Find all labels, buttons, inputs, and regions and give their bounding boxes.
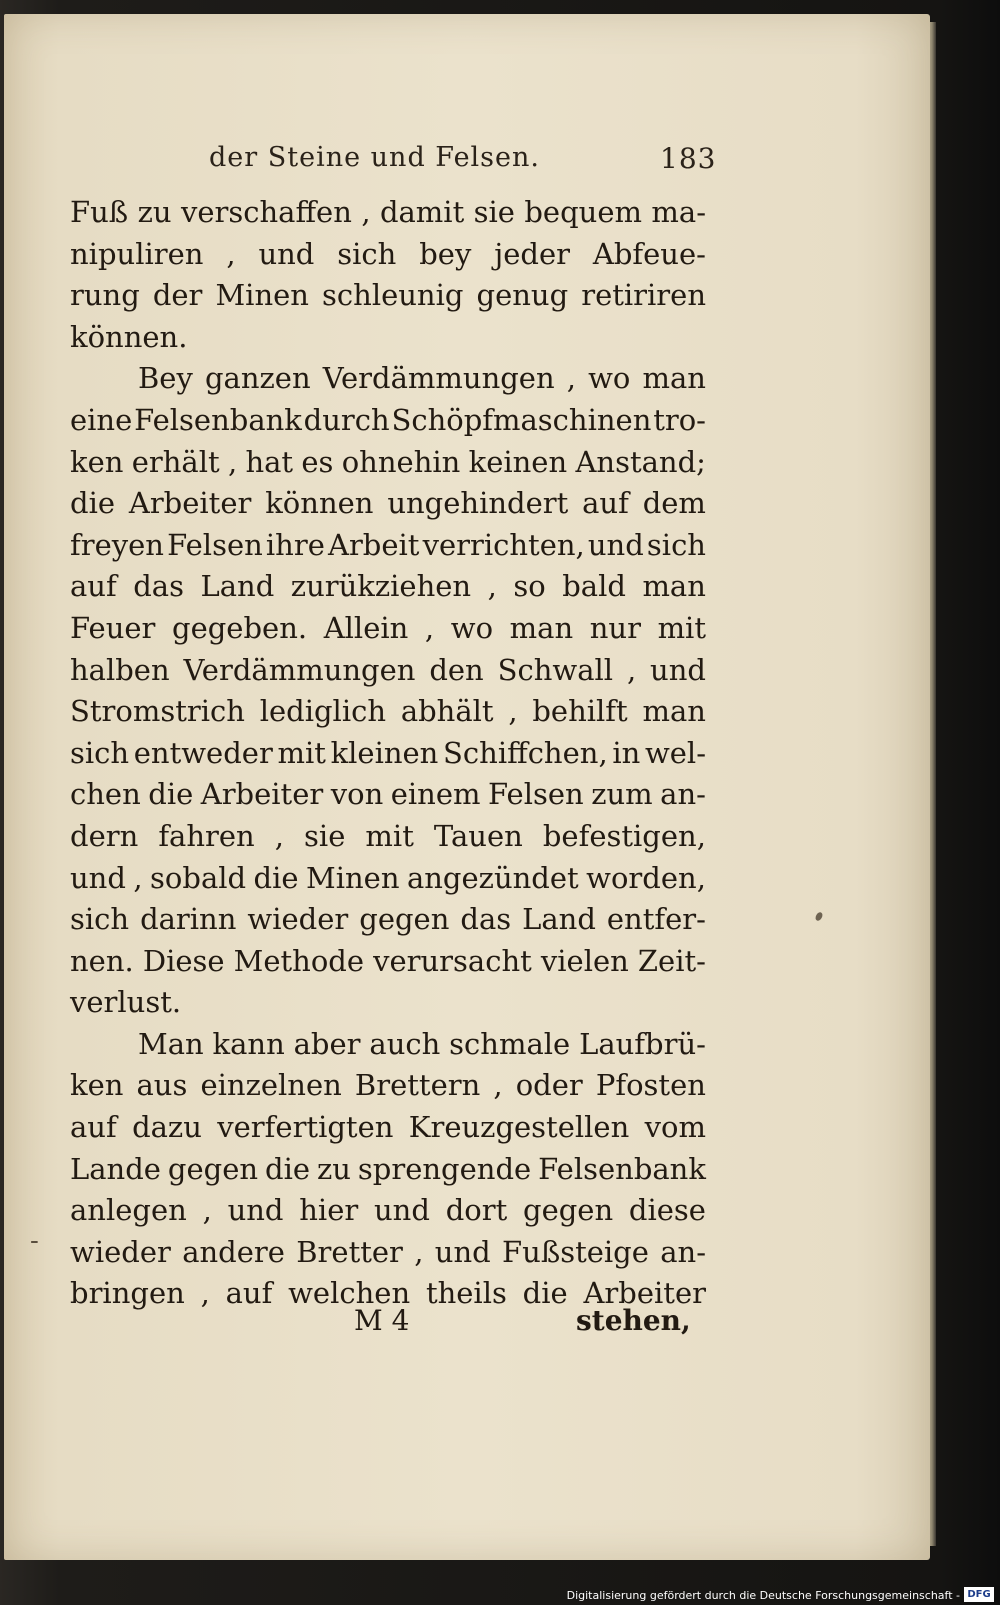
word: Land <box>522 902 596 937</box>
word: darinn <box>140 902 237 937</box>
word: auf <box>225 1276 273 1311</box>
word: ken <box>70 1068 124 1103</box>
word: Bey <box>138 361 193 396</box>
word: hier <box>299 1193 359 1228</box>
word: , <box>487 569 497 604</box>
word: wel- <box>644 735 706 770</box>
word: rung <box>70 278 140 313</box>
word: Diese <box>142 943 225 978</box>
word: halben <box>70 652 170 687</box>
word: es <box>301 444 334 479</box>
word: kleinen <box>330 735 439 770</box>
text-line <box>70 442 706 484</box>
word: ungehindert <box>387 486 569 521</box>
word: sich <box>70 735 130 770</box>
text-line <box>70 1065 706 1107</box>
word: dort <box>445 1193 508 1228</box>
word: man <box>642 361 706 396</box>
word: wo <box>450 610 494 645</box>
word: an- <box>660 777 706 812</box>
word: den <box>429 652 484 687</box>
word: jeder <box>494 236 570 271</box>
word: tro- <box>653 402 706 437</box>
catchword: stehen, <box>576 1304 691 1337</box>
word: sich <box>646 527 706 562</box>
word: verlust. <box>70 985 182 1020</box>
word: Schwall <box>497 652 614 687</box>
word: Arbeiter <box>583 1276 706 1311</box>
word: bald <box>562 569 626 604</box>
word: auf <box>582 486 629 521</box>
word: mit <box>657 610 706 645</box>
word: einzelnen <box>200 1068 342 1103</box>
word: keinen <box>468 444 568 479</box>
word: Arbeiter <box>128 486 252 521</box>
word: dern <box>70 818 139 853</box>
word: Zeit- <box>637 943 706 978</box>
word: in <box>612 735 641 770</box>
word: verschaffen <box>180 195 352 229</box>
word: auf <box>70 569 117 604</box>
word: und <box>227 1193 284 1228</box>
text-line <box>70 1149 706 1191</box>
word: vom <box>644 1110 706 1145</box>
word: Brettern <box>354 1068 481 1103</box>
word: Anstand; <box>575 444 706 479</box>
word: kann <box>212 1026 285 1061</box>
text-line <box>70 774 706 816</box>
word: das <box>460 902 512 937</box>
text-line <box>70 899 706 941</box>
book-page <box>4 14 930 1560</box>
word: freyen <box>70 527 164 562</box>
word: behilft <box>532 694 628 729</box>
word: Feuer <box>70 610 156 645</box>
word: gegen <box>167 1151 259 1186</box>
word: können. <box>70 319 188 354</box>
word: wieder <box>70 1234 171 1269</box>
word: schmale <box>449 1026 571 1061</box>
word: , <box>626 652 637 687</box>
text-line <box>70 816 706 858</box>
word: Minen <box>306 860 400 895</box>
word: mit <box>277 735 326 770</box>
word: man <box>642 569 706 604</box>
word: an- <box>660 1234 706 1269</box>
word: , <box>226 236 236 271</box>
word: , <box>493 1068 503 1103</box>
word: nipuliren <box>70 236 204 271</box>
paper-speck <box>814 911 824 922</box>
word: durch <box>303 402 390 437</box>
word: Fuß <box>70 195 129 229</box>
word: auf <box>70 1110 117 1145</box>
word: man <box>642 694 706 729</box>
word: gegeben. <box>172 610 308 645</box>
word: gegen <box>523 1193 614 1228</box>
word: ohnehin <box>341 444 461 479</box>
body-text <box>70 192 706 1315</box>
word: vielen <box>540 943 629 978</box>
word: , <box>508 694 518 729</box>
word: Arbeiter <box>200 777 324 812</box>
word: hat <box>245 444 294 479</box>
text-line <box>70 982 706 1024</box>
word: und <box>434 1234 491 1269</box>
word: chen <box>70 777 141 812</box>
word: welchen <box>288 1276 411 1311</box>
word: Land <box>200 569 275 604</box>
word: Tauen <box>433 818 523 853</box>
word: gegen <box>359 902 450 937</box>
word: sie <box>304 818 346 853</box>
word: verursacht <box>373 943 532 978</box>
text-line <box>70 650 706 692</box>
word: entfer- <box>606 902 706 937</box>
word: können <box>265 486 374 521</box>
word: , <box>200 1276 210 1311</box>
word: worden, <box>586 860 706 895</box>
word: Allein <box>323 610 409 645</box>
word: einem <box>390 777 481 812</box>
running-head: der Steine und Felsen. <box>209 142 540 173</box>
word: die <box>522 1276 568 1311</box>
word: die <box>253 860 299 895</box>
word: andere <box>182 1234 285 1269</box>
word: sich <box>337 236 397 271</box>
word: Schöpfmaschinen <box>391 402 652 437</box>
word: wieder <box>247 902 349 937</box>
word: Verdämmungen <box>322 361 555 396</box>
word: erhält <box>131 444 220 479</box>
word: eine <box>70 402 133 437</box>
text-line <box>70 317 706 359</box>
word: man <box>509 610 574 645</box>
word: Verdämmungen <box>183 652 416 687</box>
signature-mark: M 4 <box>354 1304 410 1337</box>
word: sobald <box>150 860 247 895</box>
word: ganzen <box>204 361 311 396</box>
word: Felsen <box>167 527 263 562</box>
text-line <box>70 400 706 442</box>
word: oder <box>515 1068 583 1103</box>
word: Felsenbank <box>134 402 302 437</box>
text-line <box>70 483 706 525</box>
word: aber <box>293 1026 361 1061</box>
word: aus <box>136 1068 188 1103</box>
word: Methode <box>233 943 365 978</box>
word: genug <box>476 278 569 313</box>
text-line <box>70 733 706 775</box>
word: ken <box>70 444 124 479</box>
page-number: 183 <box>660 142 717 175</box>
word: sprengende <box>357 1151 532 1186</box>
word: theils <box>425 1276 507 1311</box>
word: und <box>258 236 315 271</box>
text-line <box>70 1190 706 1232</box>
word: verrichten, <box>422 527 585 562</box>
word: angezündet <box>406 860 579 895</box>
text-line <box>70 1024 706 1066</box>
text-line <box>70 234 706 276</box>
word: nen. <box>70 943 134 978</box>
word: und <box>650 652 706 687</box>
word: dazu <box>132 1110 202 1145</box>
word: , <box>414 1234 424 1269</box>
word: Bretter <box>296 1234 403 1269</box>
word: zu <box>137 195 172 229</box>
word: zum <box>591 777 653 812</box>
word: , <box>566 361 576 396</box>
text-line <box>70 275 706 317</box>
word: und <box>374 1193 430 1228</box>
word: lediglich <box>259 694 387 729</box>
text-line <box>70 608 706 650</box>
word: Felsenbank <box>538 1151 706 1186</box>
word: , <box>202 1193 212 1228</box>
word: schleunig <box>322 278 464 313</box>
word: diese <box>628 1193 706 1228</box>
word: sie <box>473 195 515 229</box>
word: Man <box>138 1026 204 1061</box>
word: Minen <box>215 278 309 313</box>
word: fahren <box>158 818 255 853</box>
text-line <box>70 358 706 400</box>
word: Fußsteige <box>502 1234 649 1269</box>
word: bringen <box>70 1276 185 1311</box>
word: damit <box>379 195 465 229</box>
word: Abfeue- <box>592 236 706 271</box>
word: sich <box>70 902 130 937</box>
word: und <box>70 860 126 895</box>
word: , <box>361 195 371 229</box>
word: , <box>133 860 143 895</box>
word: ma- <box>651 195 706 229</box>
word: anlegen <box>70 1193 187 1228</box>
word: retiriren <box>581 278 706 313</box>
text-line <box>70 566 706 608</box>
margin-mark: - <box>30 1226 39 1256</box>
text-line <box>70 1107 706 1149</box>
word: zurükziehen <box>290 569 472 604</box>
word: von <box>330 777 384 812</box>
digitization-credit: Digitalisierung gefördert durch die Deutsche Forschungsgemeinschaft - <box>566 1589 960 1602</box>
word: die <box>70 486 116 521</box>
word: auch <box>369 1026 441 1061</box>
text-line <box>70 691 706 733</box>
word: bey <box>419 236 472 271</box>
text-line <box>70 1232 706 1274</box>
word: das <box>133 569 184 604</box>
word: entweder <box>133 735 273 770</box>
word: Arbeit <box>328 527 420 562</box>
text-line <box>70 525 706 567</box>
word: die <box>148 777 194 812</box>
word: Pfosten <box>595 1068 706 1103</box>
word: die <box>265 1151 311 1186</box>
word: bequem <box>524 195 642 229</box>
word: , <box>274 818 284 853</box>
text-line <box>70 941 706 983</box>
word: Felsen <box>488 777 584 812</box>
dfg-logo-icon: DFG <box>964 1587 994 1602</box>
word: , <box>424 610 435 645</box>
word: dem <box>642 486 706 521</box>
word: und <box>587 527 644 562</box>
text-line <box>70 192 706 234</box>
word: der <box>152 278 203 313</box>
word: ihre <box>265 527 325 562</box>
word: abhält <box>400 694 494 729</box>
word: Stromstrich <box>70 694 245 729</box>
word: befestigen, <box>542 818 706 853</box>
word: mit <box>365 818 414 853</box>
word: , <box>227 444 238 479</box>
text-line <box>70 858 706 900</box>
word: nur <box>589 610 641 645</box>
word: Schiffchen, <box>443 735 608 770</box>
word: zu <box>316 1151 351 1186</box>
word: Laufbrü- <box>579 1026 706 1061</box>
word: Lande <box>70 1151 161 1186</box>
word: Kreuzgestellen <box>408 1110 630 1145</box>
word: wo <box>588 361 631 396</box>
word: verfertigten <box>217 1110 394 1145</box>
word: so <box>513 569 546 604</box>
